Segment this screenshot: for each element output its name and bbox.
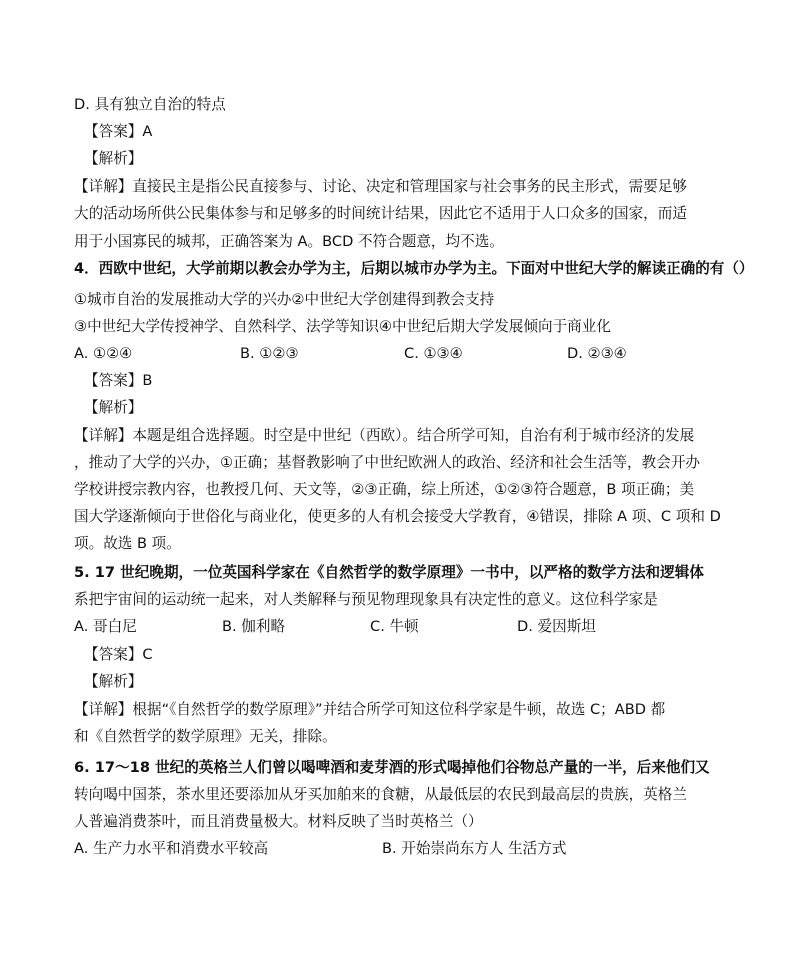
analysis-label: 【解析】 — [84, 399, 143, 416]
question-6: 6. 17～18 世纪的英格兰人们曾以喝啤酒和麦芽酒的形式喝掉他们谷物总产量的一半，后来他们又 — [74, 759, 710, 776]
detail-text: 【详解】直接民主是指公民直接参与、讨论、决定和管理国家与社会事务的民主形式，需要足够 — [74, 178, 687, 195]
q4-option-d: D. ②③④ — [567, 345, 627, 362]
detail-text: 和《自然哲学的数学原理》无关，排除。 — [74, 728, 337, 745]
q4-option-c: C. ①③④ — [404, 345, 463, 362]
analysis-label: 【解析】 — [84, 673, 143, 690]
q5-option-d: D. 爱因斯坦 — [517, 618, 596, 635]
question-5-text: 系把宇宙间的运动统一起来，对人类解释与预见物理现象具有决定性的意义。这位科学家是 — [74, 591, 658, 608]
answer-label: 【答案】C — [84, 646, 153, 663]
question-6-text: 转向喝中国茶，茶水里还要添加从牙买加舶来的食糖，从最低层的农民到最高层的贵族，英格兰 — [74, 786, 687, 803]
q5-option-b: B. 伽利略 — [222, 618, 286, 635]
q5-option-a: A. 哥白尼 — [74, 618, 137, 635]
q4-statement: ①城市自治的发展推动大学的兴办②中世纪大学创建得到教会支持 — [74, 291, 495, 308]
q6-option-a: A. 生产力水平和消费水平较高 — [74, 840, 269, 857]
question-5: 5. 17 世纪晚期，一位英国科学家在《自然哲学的数学原理》一书中，以严格的数学方法和逻辑体 — [74, 564, 704, 581]
answer-label: 【答案】B — [84, 372, 153, 389]
detail-text: 国大学逐渐倾向于世俗化与商业化，使更多的人有机会接受大学教育，④错误，排除 A 项、C 项和 D — [74, 508, 721, 525]
detail-text: 【详解】根据“《自然哲学的数学原理》”并结合所学可知这位科学家是牛顿，故选 C；ABD 都 — [74, 701, 666, 718]
q4-option-b: B. ①②③ — [240, 345, 299, 362]
q6-option-b: B. 开始崇尚东方人 生活方式 — [382, 840, 567, 857]
q4-option-a: A. ①②④ — [74, 345, 133, 362]
question-4: 4．西欧中世纪，大学前期以教会办学为主，后期以城市办学为主。下面对中世纪大学的解读正确的有（） — [74, 260, 754, 277]
detail-text: 学校讲授宗教内容，也教授几何、天文等，②③正确，综上所述，①②③符合题意，B 项正确；美 — [74, 481, 695, 498]
q5-option-c: C. 牛顿 — [370, 618, 419, 635]
q4-statement: ③中世纪大学传授神学、自然科学、法学等知识④中世纪后期大学发展倾向于商业化 — [74, 318, 611, 335]
analysis-label: 【解析】 — [84, 150, 143, 167]
detail-text: 【详解】本题是组合选择题。时空是中世纪（西欧）。结合所学可知，自治有利于城市经济的发展 — [74, 427, 695, 444]
question-6-text: 人普遍消费茶叶，而且消费量极大。材料反映了当时英格兰（） — [74, 813, 483, 830]
q3-option-d: D. 具有独立自治的特点 — [74, 96, 226, 113]
detail-text: 大的活动场所供公民集体参与和足够多的时间统计结果，因此它不适用于人口众多的国家，而适 — [74, 205, 687, 222]
detail-text: 用于小国寡民的城邦，正确答案为 A。BCD 不符合题意，均不选。 — [74, 233, 504, 250]
answer-label: 【答案】A — [84, 123, 153, 140]
detail-text: ，推动了大学的兴办，①正确；基督教影响了中世纪欧洲人的政治、经济和社会生活等，教会开办 — [74, 454, 701, 471]
detail-text: 项。故选 B 项。 — [74, 535, 181, 552]
